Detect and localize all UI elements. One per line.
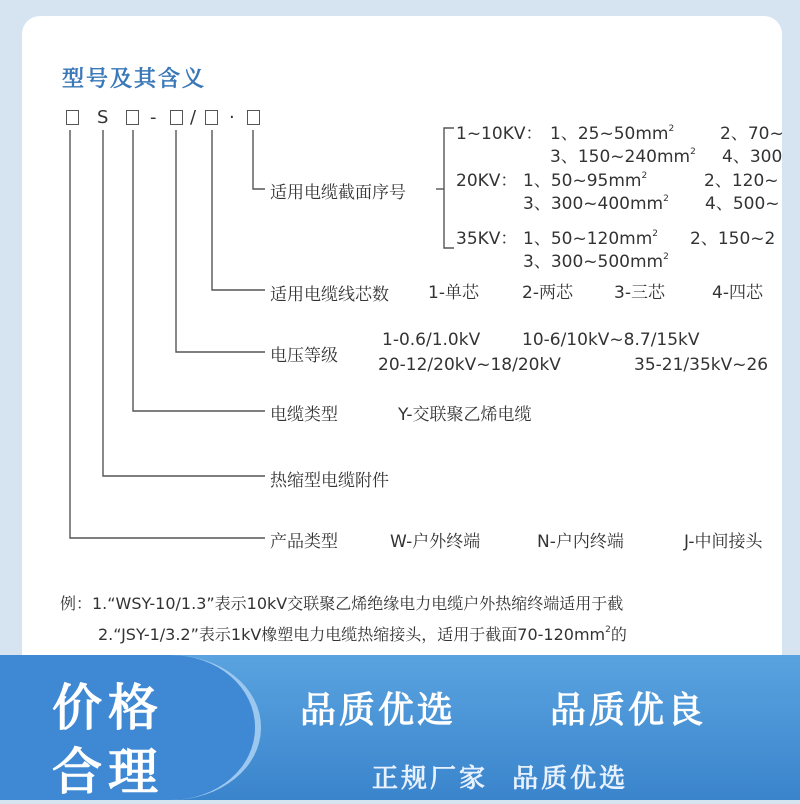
kv35-label: 35KV：: [456, 229, 518, 249]
code-slash: /: [190, 107, 197, 128]
kv20-range-1: 1、$50\sim 95mm^2$: [523, 171, 648, 191]
code-letter-s: S: [97, 107, 109, 128]
kv35-range-2: 2、150~2: [690, 229, 776, 249]
example-line-2: 2.“JSY-1/3.2”表示1kV橡塑电力电缆热缩接头，适用于截面$70-120mm^2$的: [98, 625, 627, 644]
code-dot: ·: [229, 107, 235, 128]
kv20-label: 20KV：: [456, 171, 518, 191]
kv1-range-4: 4、300: [722, 147, 783, 167]
cable-type-label: 电缆类型: [270, 405, 338, 425]
product-label: 产品类型: [270, 532, 338, 552]
slogan-quality-good: 品质优良: [550, 690, 707, 731]
voltage-option: 35-21/35kV~26: [634, 355, 769, 375]
example-line-1: 例：1.“WSY-10/1.3”表示10kV交联聚乙烯绝缘电力电缆户外热缩终端适用于截: [60, 594, 624, 613]
product-option: W-户外终端: [390, 532, 481, 552]
price-line-2: 合理: [52, 743, 164, 801]
kv1-range-2: 2、70~: [720, 124, 784, 144]
cores-label: 适用电缆线芯数: [270, 285, 389, 305]
cores-option: 1-单芯: [428, 283, 479, 303]
kv1-range-3: 3、$150\sim 240mm^2$: [550, 147, 696, 167]
kv20-range-3: 3、$300\sim 400mm^2$: [523, 194, 669, 214]
voltage-option: 20-12/20kV~18/20kV: [378, 355, 561, 375]
cores-option: 2-两芯: [522, 283, 573, 303]
product-option: N-户内终端: [537, 532, 624, 552]
kv20-range-4: 4、500~: [705, 194, 780, 214]
kv1-range-1: 1、$25\sim 50mm^2$: [550, 124, 675, 144]
cores-option: 4-四芯: [712, 283, 763, 303]
cable-type-value: Y-交联聚乙烯电缆: [398, 405, 532, 425]
cores-option: 3-三芯: [614, 283, 665, 303]
voltage-label: 电压等级: [270, 346, 338, 366]
kv35-range-3: 3、$300\sim 500mm^2$: [523, 252, 669, 272]
slogan-quality-choice: 品质优选: [300, 690, 457, 731]
slogan-factory: 正规厂家 品质优选: [372, 764, 629, 794]
kv20-range-2: 2、120~: [704, 171, 779, 191]
section-label: 适用电缆截面序号: [270, 183, 406, 203]
page-title: 型号及其含义: [62, 67, 207, 92]
voltage-option: 10-6/10kV~8.7/15kV: [522, 330, 700, 350]
kv1-label: 1~10KV：: [456, 124, 543, 144]
voltage-option: 1-0.6/1.0kV: [382, 330, 481, 350]
price-line-1: 价格: [52, 679, 164, 737]
kv35-range-1: 1、$50\sim 120mm^2$: [523, 229, 658, 249]
code-dash: -: [150, 107, 157, 128]
accessory-label: 热缩型电缆附件: [270, 471, 389, 491]
product-option: J-中间接头: [684, 532, 763, 552]
